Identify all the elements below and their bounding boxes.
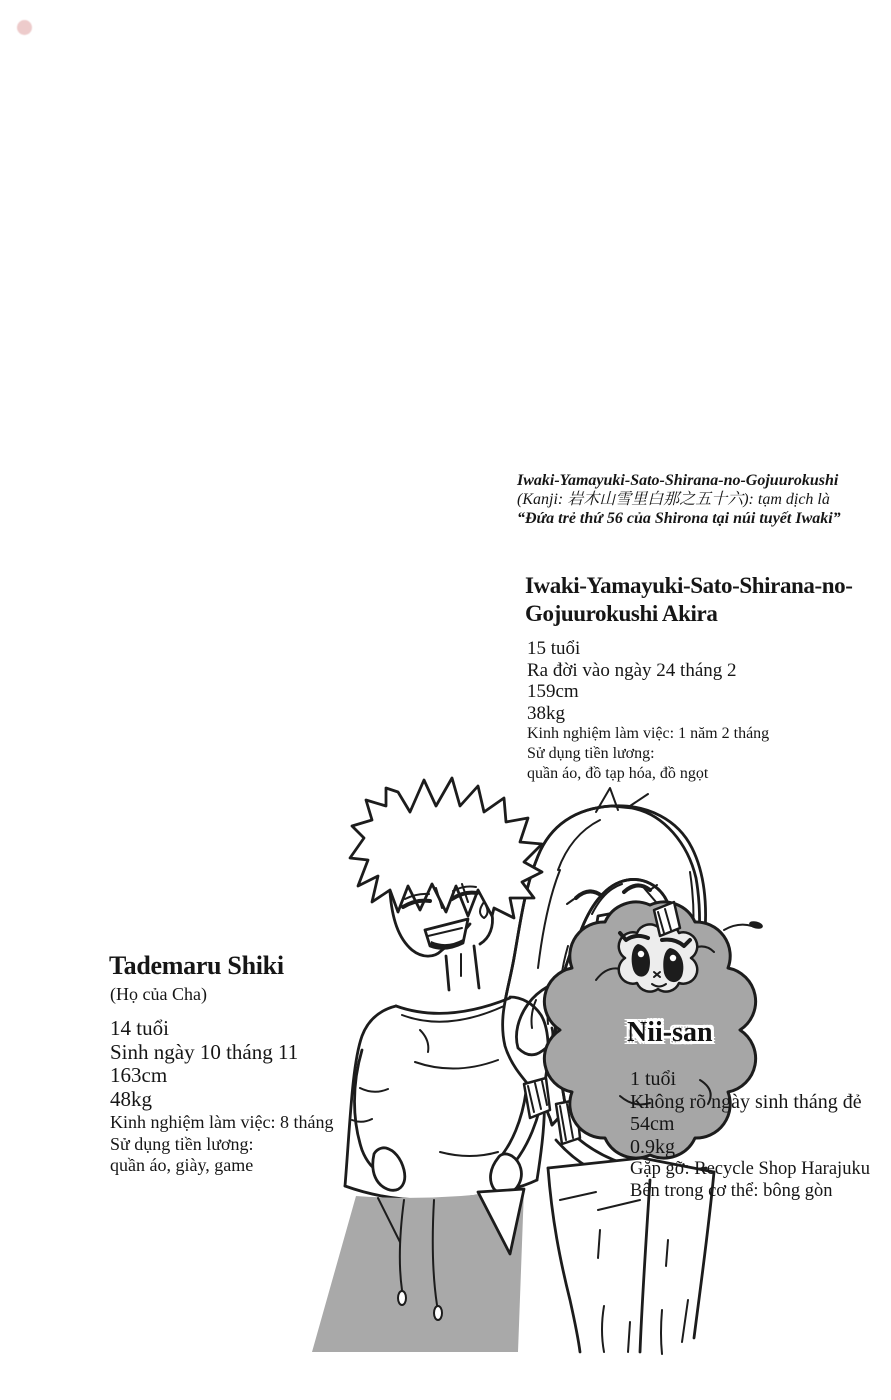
stat-line: 163cm xyxy=(110,1063,168,1087)
note-romaji-line: Iwaki-Yamayuki-Sato-Shirana-no-Gojuurokushi xyxy=(517,472,839,489)
shiki-details xyxy=(110,1112,333,1177)
stat-line: Ra đời vào ngày 24 tháng 2 xyxy=(527,659,737,681)
akira-name-line2: Gojuurokushi Akira xyxy=(525,601,718,626)
boy-right-hand xyxy=(491,1154,522,1194)
niisan-stats xyxy=(630,1068,862,1158)
stat-line: 14 tuổi xyxy=(110,1016,169,1040)
stat-line: 54cm xyxy=(630,1113,675,1135)
akira-stats xyxy=(527,638,737,724)
stat-line: 0.9kg xyxy=(630,1135,675,1158)
boy-spiky-hair xyxy=(350,778,542,918)
detail-line: Bên trong cơ thể: bông gòn xyxy=(630,1181,833,1201)
shiki-subtitle: (Họ của Cha) xyxy=(110,984,207,1004)
stat-line: Sinh ngày 10 tháng 11 xyxy=(110,1039,299,1064)
sweat-drop xyxy=(480,902,488,918)
akira-details xyxy=(527,724,769,784)
stat-line: 38kg xyxy=(527,702,565,724)
akira-name xyxy=(525,572,853,628)
detail-line: Gặp gỡ: Recycle Shop Harajuku xyxy=(630,1159,870,1179)
corner-stamp xyxy=(17,20,32,35)
stat-line: Không rõ ngày sinh tháng đẻ xyxy=(630,1090,862,1113)
detail-line: Kinh nghiệm làm việc: 8 tháng xyxy=(110,1112,334,1132)
shiki-stats xyxy=(110,1017,298,1111)
note-kanji-line: (Kanji: 岩木山雪里白那之五十六): tạm dịch là xyxy=(517,491,830,508)
detail-line: quần áo, giày, game xyxy=(110,1155,254,1175)
sheep-face-patch xyxy=(619,924,698,991)
stat-line: 15 tuổi xyxy=(527,638,581,659)
stat-line: 159cm xyxy=(527,681,579,702)
note-meaning-line: “Đứa trẻ thứ 56 của Shirona tại núi tuyết Iwaki” xyxy=(517,510,841,527)
detail-line: quần áo, đồ tạp hóa, đồ ngọt xyxy=(527,765,709,782)
stat-line: 48kg xyxy=(110,1086,152,1111)
detail-line: Sử dụng tiền lương: xyxy=(527,745,655,762)
detail-line: Kinh nghiệm làm việc: 1 năm 2 tháng xyxy=(527,725,770,742)
niisan-details xyxy=(630,1158,870,1202)
niisan-name: Nii-san xyxy=(627,1017,713,1048)
shiki-name: Tademaru Shiki xyxy=(109,951,284,980)
sheep-twig xyxy=(724,925,752,930)
kanji-translation-note xyxy=(517,471,841,528)
akira-name-line1: Iwaki-Yamayuki-Sato-Shirana-no- xyxy=(525,573,853,598)
detail-line: Sử dụng tiền lương: xyxy=(110,1133,254,1154)
stat-line: 1 tuổi xyxy=(630,1068,677,1090)
